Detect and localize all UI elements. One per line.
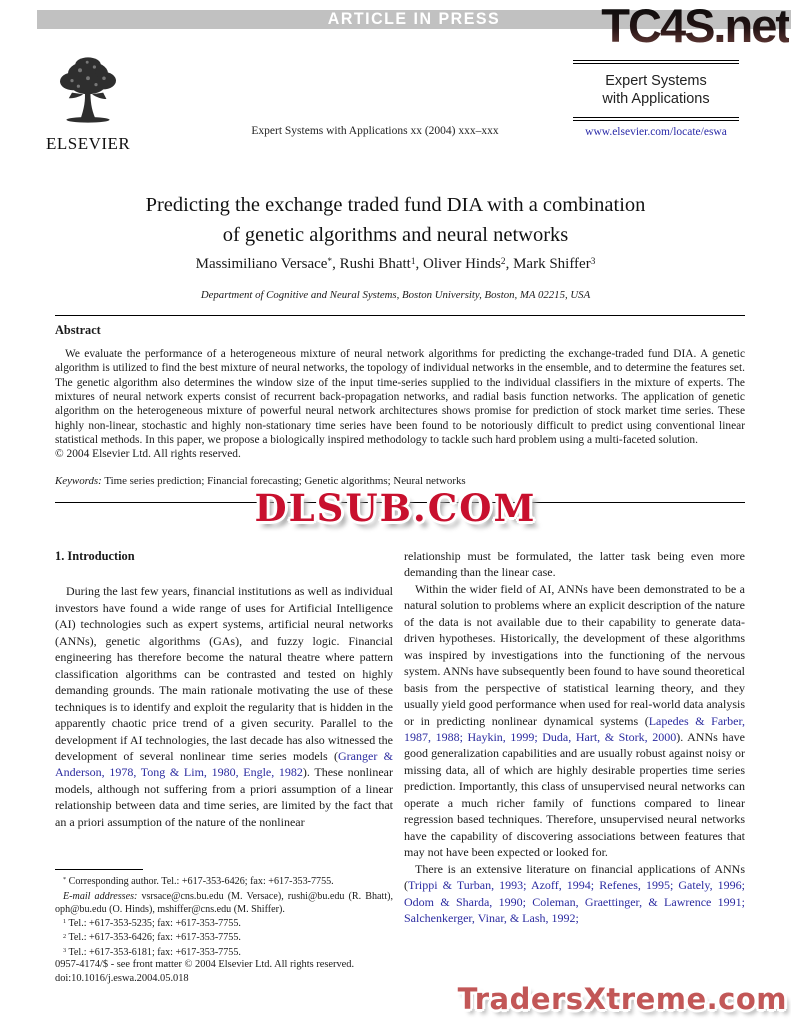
text-segment: ). ANNs have good generalization capabilities and are usually robust against noisy or missing data, all of which are highly desirable properties time series prediction. Importantly, this class of unsupervised neural networks can operate a much richer family of functions compared to linear regression based techniques. Therefore, unsupervised neural networks have the capability of discovering associations between features that may not have been expected or looked for. [404, 729, 745, 860]
abstract-section [55, 323, 745, 487]
journal-name-line2: with Applications [602, 91, 710, 107]
text-segment: 1 [410, 256, 416, 267]
journal-name [563, 72, 749, 108]
tradersxtreme-watermark: TradersXtreme.com [457, 982, 787, 1016]
text-segment: , Rushi Bhatt [332, 256, 411, 272]
abstract-text: We evaluate the performance of a heterogeneous mixture of neural network algorithms for predicting the exchange-traded fund DIA. A genetic algorithm is utilized to find the best mixture of neural networks, the topology of individual networks in the ensemble, and to determine the features set. The genetic algorithm also determines the window size of the input time-series supplied to the individual classifiers in the mixture of experts. The mixtures of neural network experts consist of recurrent back-propagation networks, and radial basis function networks. The application of genetic algorithm on the heterogeneous mixture of powerful neural network architectures shows promise for prediction of stock market time series. These highly non-linear, stochastic and highly non-stationary time series have been found to be notoriously difficult to predict using conventional linear statistical methods. In this paper, we propose a biologically inspired methodology to tackle such hard problem using a multi-faceted solution. [55, 348, 745, 447]
citation-link[interactable]: Granger & Anderson, 1978, Tong & Lim, 1980, Engle, 1982 [55, 748, 393, 780]
left-column [55, 548, 393, 830]
citation-link[interactable]: Lapedes & Farber, 1987, 1988; Haykin, 1999; Duda, Hart, & Stork, 2000 [404, 713, 745, 744]
publisher-logo [46, 54, 130, 154]
text-segment: , Oliver Hinds [415, 256, 501, 272]
title-line1: Predicting the exchange traded fund DIA with a combination [145, 194, 646, 216]
footnote-corresponding [55, 875, 393, 890]
abstract-copyright: © 2004 Elsevier Ltd. All rights reserved. [55, 448, 241, 461]
journal-citation: Expert Systems with Applications xx (2004) xxx–xxx [251, 125, 499, 137]
elsevier-tree-icon [48, 54, 128, 128]
text-segment: There is an extensive literature on financial applications of ANNs ( [404, 861, 745, 893]
author-list [0, 256, 791, 273]
text-segment: 3 [590, 256, 596, 267]
text-segment: vsrsace@cns.bu.edu (M. Versace), rushi@bu.edu (R. Bhatt), oph@bu.edu (O. Hinds), mshiffer@cns.edu (M. Shiffer). [55, 890, 394, 916]
paragraph-literature [404, 861, 745, 927]
journal-name-line1: Expert Systems [605, 73, 707, 89]
text-segment: Massimiliano Versace [195, 256, 328, 272]
text-segment: * [63, 876, 67, 884]
footnote-rule [55, 869, 143, 870]
text-segment: 3 [63, 947, 67, 955]
keywords-text: Time series prediction; Financial forecasting; Genetic algorithms; Neural networks [101, 474, 466, 487]
dlsub-watermark: DLSUB.COM [254, 486, 537, 530]
imprint-issn-line: 0957-4174/$ - see front matter © 2004 Elsevier Ltd. All rights reserved. [55, 959, 355, 970]
text-segment: * [327, 256, 333, 267]
text-segment: Corresponding author. Tel.: +617-353-6426; fax: +617-353-7755. [66, 876, 334, 887]
keywords-label: Keywords: [55, 474, 102, 487]
paragraph-anns [404, 581, 745, 861]
title-divider [55, 315, 745, 316]
footnote-emails [55, 890, 393, 917]
footnote-1 [55, 917, 393, 932]
tc4s-watermark: TC4S.net [601, 0, 789, 52]
text-segment: 2 [63, 932, 67, 940]
paragraph-continuation: relationship must be formulated, the latter task being even more demanding than the linear case. [404, 549, 745, 580]
text-segment: Within the wider field of AI, ANNs have been demonstrated to be a natural solution to problems where an explicit description of the nature of the data is not available due to their capability to generate data-driven hypotheses. Historically, the development of these algorithms was inspired by investigations into the functioning of the nervous system. ANNs have subsequently been found to have sound theoretical basis from the perspective of statistical learning theory, and they usually yield good performance when used for real-world data analysis or in predicting nonlinear dynamical systems ( [404, 581, 745, 728]
text-segment: 2 [500, 256, 506, 267]
title-line2: of genetic algorithms and neural networks [222, 224, 569, 246]
text-segment: Tel.: +617-353-6181; fax: +617-353-7755. [66, 946, 241, 958]
right-column [404, 548, 745, 926]
text-segment: ). These nonlinear models, although not suffering from a priori assumption of a linear relationship between data and time series, are limited by the fact that an a priori assumption of the nature of the nonlinear [55, 765, 393, 829]
citation-link[interactable]: Trippi & Turban, 1993; Azoff, 1994; Refenes, 1995; Gately, 1996; Odom & Sharda, 1990; Coleman, Graettinger, & Lawrence 1991; Salchenkerger, Vinar, & Lash, 1992; [404, 878, 745, 925]
text-segment: Tel.: +617-353-5235; fax: +617-353-7755. [66, 917, 241, 929]
keywords-line [55, 475, 745, 487]
journal-url-link[interactable]: www.elsevier.com/locate/eswa [585, 126, 727, 138]
publisher-name: ELSEVIER [46, 134, 131, 153]
text-segment: E-mail addresses: [63, 890, 138, 902]
text-segment: , Mark Shiffer [505, 256, 591, 272]
journal-block [563, 60, 749, 140]
page-title [0, 190, 791, 250]
imprint-doi-line: doi:10.1016/j.eswa.2004.05.018 [55, 973, 189, 984]
abstract-heading: Abstract [55, 323, 101, 337]
text-segment: During the last few years, financial institutions as well as individual investors have found a wide range of uses for Artificial Intelligence (AI) technologies such as expert systems, artificial neural networks (ANNs), genetic algorithms (GAs), and fuzzy logic. Financial engineering has therefore become the natural theatre where pattern classification algorithms can be contrasted and tested on highly demanding grounds. The main rationale motivating the use of these techniques is to identify and exploit the regularity that is hidden in the apparently chaotic price trend of a given security. Parallel to the development if AI technologies, the last decade has also witnessed the development of several nonlinear time series models ( [55, 584, 393, 763]
banner-label: ARTICLE IN PRESS [327, 10, 501, 28]
imprint [55, 958, 354, 986]
footnote-2 [55, 931, 393, 946]
double-rule-bottom [573, 117, 739, 121]
section-1-heading: 1. Introduction [55, 549, 135, 563]
text-segment: Tel.: +617-353-6426; fax: +617-353-7755. [66, 932, 241, 944]
text-segment: 1 [63, 917, 67, 925]
affiliation: Department of Cognitive and Neural Systems, Boston University, Boston, MA 02215, USA [200, 289, 591, 301]
double-rule-top [573, 60, 739, 64]
footnotes [55, 869, 393, 961]
intro-paragraph-left [55, 583, 393, 830]
